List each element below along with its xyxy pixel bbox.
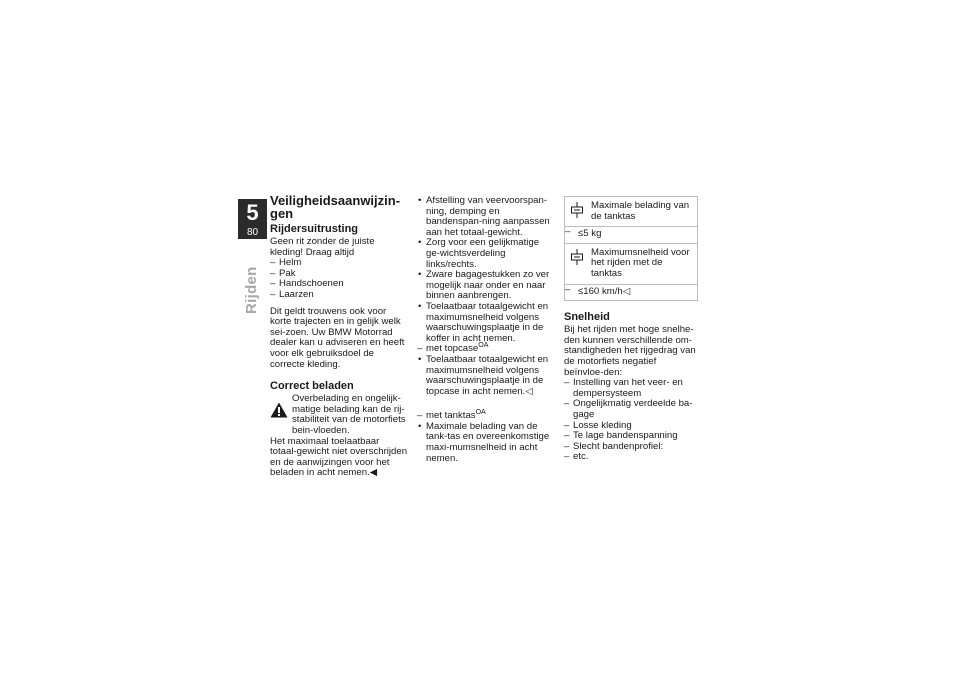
spec-value: – ≤5 kg <box>565 227 697 243</box>
spec-data-icon <box>571 249 583 265</box>
tanktas-bullets <box>417 422 552 464</box>
section-heading-correct-beladen: Correct beladen <box>270 380 354 393</box>
list-item: – etc. <box>564 452 698 463</box>
column-2 <box>417 196 552 464</box>
paragraph-text: Het maximaal toelaatbaar totaal-gewicht niet overschrijden en de aanwijzingen voor het beladen in acht nemen. <box>270 435 408 479</box>
spec-label: Maximale belading van de tanktas <box>591 200 690 222</box>
loading-bullets <box>417 196 552 344</box>
list-item: – Instelling van het veer- en dempersysteem <box>564 378 698 399</box>
paragraph: Bij het rijden met hoge snelhe-den kunnen verschillende om-standigheden het rijgedrag van de motorfiets negatief beïnvloe-den: <box>564 324 696 378</box>
speed-factors-list <box>564 378 698 463</box>
list-item-text: Toelaatbaar totaalgewicht en maximumsnelheid volgens waarschuwingsplaatje in de topcase in acht nemen. <box>426 353 549 397</box>
end-mark: ◀ <box>369 467 378 479</box>
option-marker: OA <box>478 342 489 350</box>
warning-block <box>270 394 408 436</box>
page-title: Veiligheidsaanwijzin-gen <box>270 193 401 221</box>
list-item <box>417 355 552 397</box>
spec-header <box>565 197 697 227</box>
spec-value-row <box>565 285 697 301</box>
list-item: • Zorg voor een gelijkmatige ge-wichtsverdeling links/rechts. <box>417 238 552 270</box>
paragraph <box>270 437 408 479</box>
section-heading-rijdersuitrusting: Rijdersuitrusting <box>270 223 359 235</box>
list-item: • Toelaatbaar totaalgewicht en maximumsnelheid volgens waarschuwingsplaatje in de koffer in acht nemen. <box>417 302 552 344</box>
page-number: 80 <box>246 227 259 238</box>
end-mark: ◁ <box>622 285 631 297</box>
spec-header <box>565 243 697 285</box>
spec-value: ≤160 km/h <box>578 285 623 297</box>
list-item: – Losse kleding <box>564 421 698 432</box>
list-item: – Helm <box>270 258 408 269</box>
end-mark: ◁ <box>525 385 533 397</box>
list-item: – Laarzen <box>270 290 408 301</box>
list-item: • Afstelling van veervoorspan-ning, demping en bandenspan-ning aanpassen aan het totaal-gewicht. <box>417 196 552 238</box>
list-item: – Slecht bandenprofiel: <box>564 442 698 453</box>
chapter-number: 5 <box>246 200 259 225</box>
column-3 <box>564 196 698 463</box>
paragraph: Dit geldt trouwens ook voor korte trajecten en in gelijk welk sei-zoen. Uw BMW Motorrad dealer kan u adviseren en heeft voor elk gebruiksdoel de correcte kleding. <box>270 305 405 370</box>
paragraph: Geen rit zonder de juiste kleding! Draag altijd <box>270 236 375 258</box>
topcase-label-text: met topcase <box>426 343 479 355</box>
spec-label: Maximumsnelheid voor het rijden met de tanktas <box>591 246 690 279</box>
chapter-label: Rijden <box>243 266 260 314</box>
list-item: • Maximale belading van de tank-tas en overeenkomstige maxi-mumsnelheid in acht nemen. <box>417 422 552 464</box>
list-item: – Ongelijkmatig verdeelde ba-gage <box>564 399 698 420</box>
list-item: – Te lage bandenspanning <box>564 431 698 442</box>
spec-data-icon <box>571 202 583 218</box>
topcase-bullets <box>417 355 552 397</box>
tanktas-label-text: met tanktas <box>426 410 476 422</box>
list-item: – Pak <box>270 269 408 280</box>
section-heading-snelheid: Snelheid <box>564 311 610 324</box>
column-1 <box>270 194 408 479</box>
warning-icon <box>270 402 288 418</box>
warning-text: Overbelading en ongelijk-matige belading kan de rij-stabiliteit van de motorfiets bein-vloeden. <box>292 393 406 436</box>
clothing-list <box>270 258 408 300</box>
list-item: – Handschoenen <box>270 279 408 290</box>
spec-table <box>564 196 698 301</box>
option-marker: OA <box>475 409 486 417</box>
list-item: • Zware bagagestukken zo ver mogelijk naar onder en naar binnen aanbrengen. <box>417 270 552 302</box>
